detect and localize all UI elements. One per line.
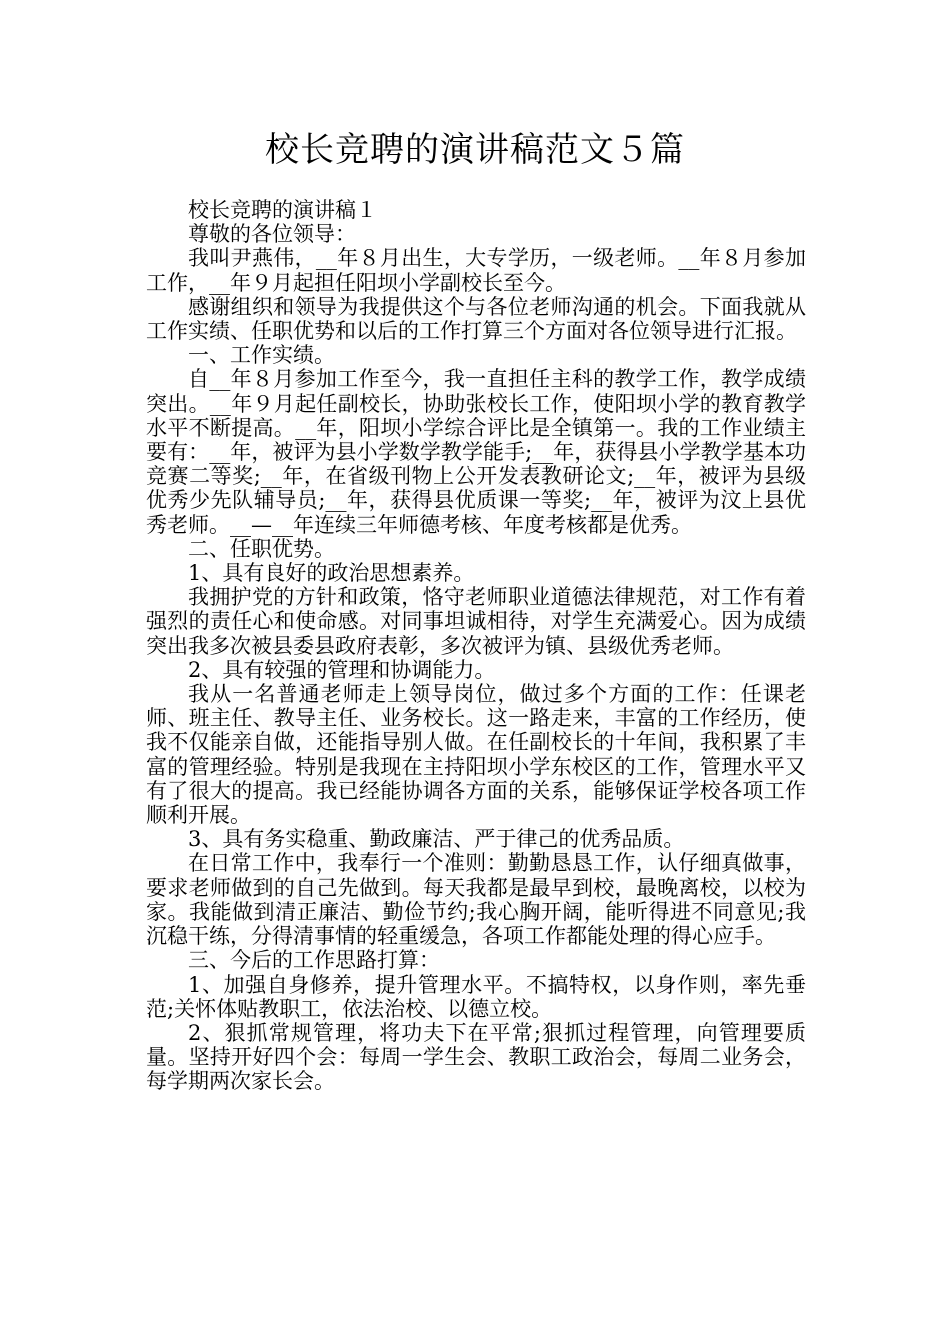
salutation: 尊敬的各位领导：: [188, 222, 356, 247]
subheading-qualities: 3、具有务实稳重、勤政廉洁、严于律己的优秀品质。: [188, 827, 685, 852]
paragraph-plan-1: 1、加强自身修养，提升管理水平。不搞特权，以身作则，率先垂范;关怀体贴教职工，依法治校、以德立校。: [146, 972, 806, 1021]
paragraph-intro: 我叫尹燕伟，__年８月出生，大专学历，一级老师。__年８月参加工作，__年９月起担任阳坝小学副校长至今。: [146, 246, 806, 295]
paragraph-thanks: 感谢组织和领导为我提供这个与各位老师沟通的机会。下面我就从工作实绩、任职优势和以后的工作打算三个方面对各位领导进行汇报。: [146, 294, 806, 344]
subheading-management: 2、具有较强的管理和协调能力。: [188, 657, 496, 682]
paragraph-political: 我拥护党的方针和政策，恪守老师职业道德法律规范，对工作有着强烈的责任心和使命感。对同事坦诚相待，对学生充满爱心。因为成绩突出我多次被县委县政府表彰，多次被评为镇、县级优秀老师。: [146, 585, 806, 658]
section-heading: 校长竞聘的演讲稿１: [188, 198, 377, 222]
heading-advantages: 二、任职优势。: [188, 536, 335, 561]
document-body: [146, 198, 806, 1094]
paragraph-achievements: 自__年８月参加工作至今，我一直担任主科的教学工作，教学成绩突出。__年９月起任副校长，协助张校长工作，使阳坝小学的教育教学水平不断提高。__年，阳坝小学综合评比是全镇第一。我的工作业绩主要有：__年，被评为县小学数学教学能手;__年，获得县小学教学基本功竞赛二等奖;__年，在省级刊物上公开发表教研论文;__年，被评为县级优秀少先队辅导员;__年，获得县优质课一等奖;__年，被评为汶上县优秀老师。__—__年连续三年师德考核、年度考核都是优秀。: [146, 367, 806, 537]
document-title: 校长竞聘的演讲稿范文５篇: [265, 130, 685, 170]
paragraph-qualities: 在日常工作中，我奉行一个准则：勤勤恳恳工作，认仔细真做事，要求老师做到的自己先做到。每天我都是最早到校，最晚离校，以校为家。我能做到清正廉洁、勤俭节约;我心胸开阔，能听得进不同意见;我沉稳干练，分得清事情的轻重缓急，各项工作都能处理的得心应手。: [146, 851, 806, 949]
subheading-political: 1、具有良好的政治思想素养。: [188, 561, 475, 586]
paragraph-management: 我从一名普通老师走上领导岗位，做过多个方面的工作：任课老师、班主任、教导主任、业务校长。这一路走来，丰富的工作经历，使我不仅能亲自做，还能指导别人做。在任副校长的十年间，我积累了丰富的管理经验。特别是我现在主持阳坝小学东校区的工作，管理水平又有了很大的提高。我已经能协调各方面的关系，能够保证学校各项工作顺利开展。: [146, 682, 806, 828]
heading-plans: 三、今后的工作思路打算：: [188, 948, 440, 973]
heading-achievements: 一、工作实绩。: [188, 343, 335, 368]
paragraph-plan-2: 2、狠抓常规管理，将功夫下在平常;狠抓过程管理，向管理要质量。坚持开好四个会：每周一学生会、教职工政治会，每周二业务会，每学期两次家长会。: [146, 1020, 806, 1094]
